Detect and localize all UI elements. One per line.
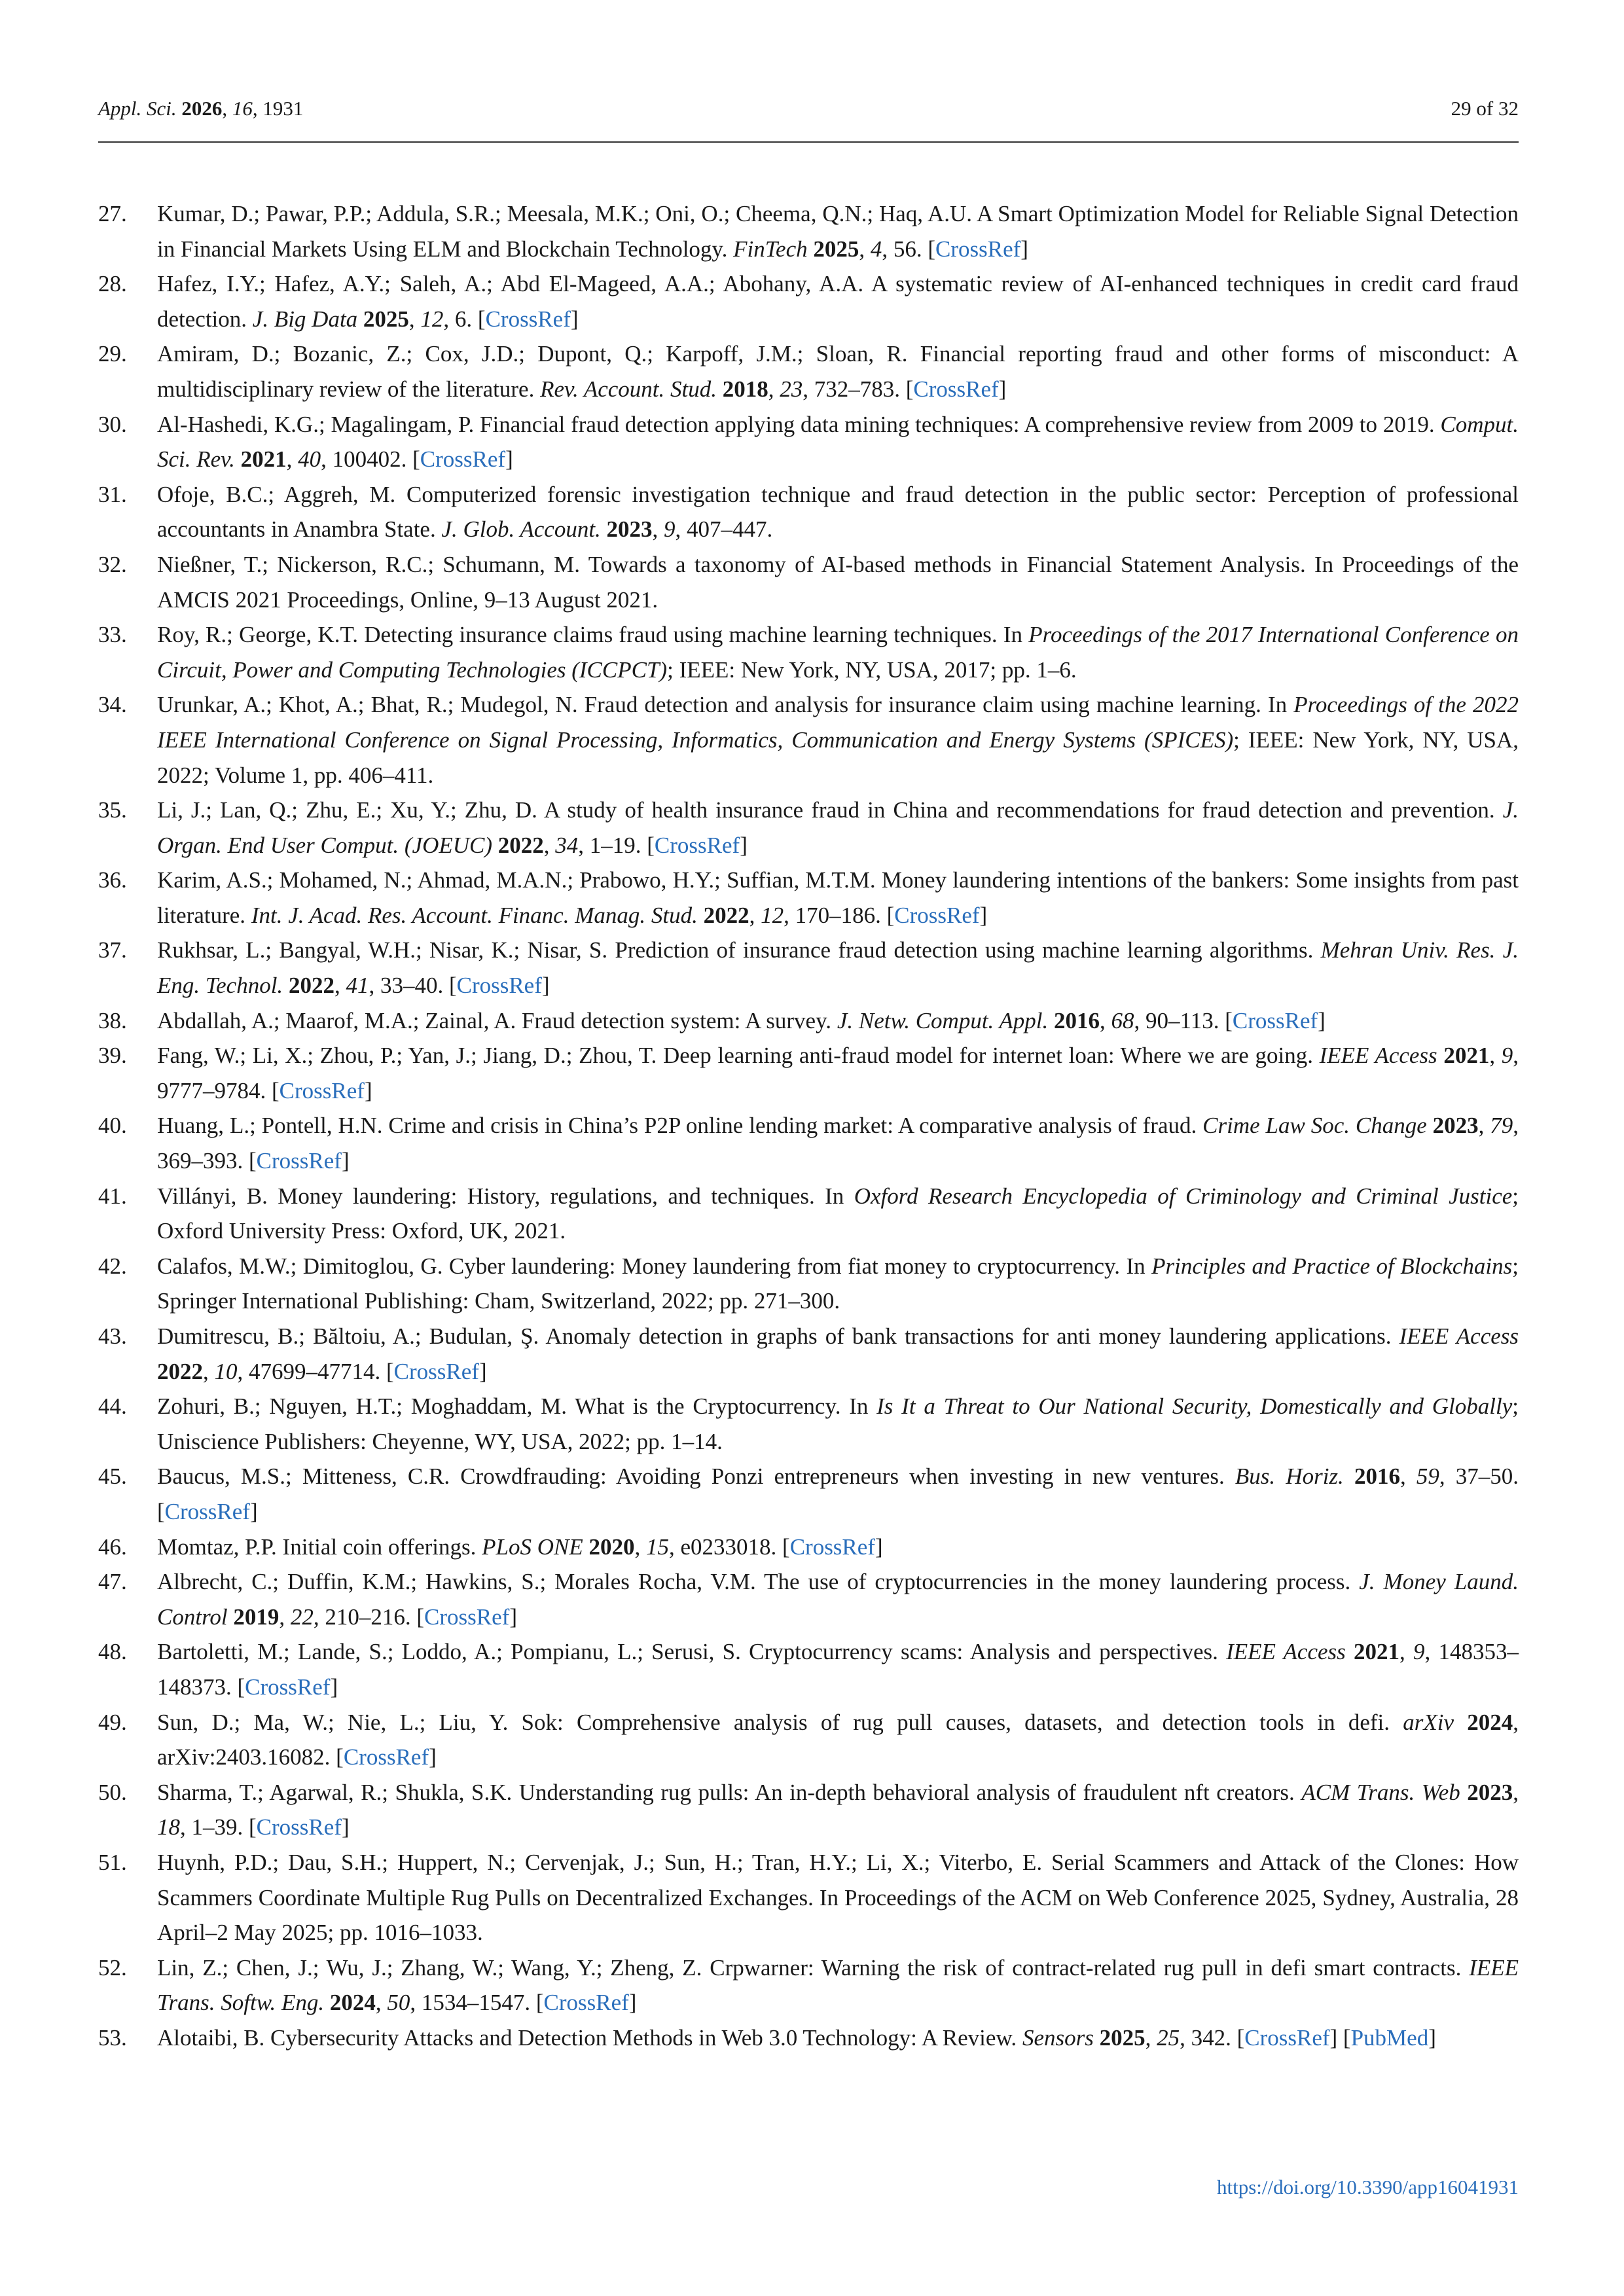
reference-italic: IEEE Access bbox=[1226, 1639, 1346, 1665]
reference-segment: ; IEEE: New York, NY, USA, 2017; pp. 1–6. bbox=[667, 656, 1077, 683]
reference-segment: ] bbox=[429, 1744, 437, 1770]
reference-number: 30. bbox=[98, 411, 127, 437]
reference-segment: , bbox=[634, 1534, 646, 1560]
reference-segment: ] bbox=[1020, 236, 1028, 262]
reference-segment: , e0233018. [ bbox=[668, 1534, 790, 1560]
reference-number: 35. bbox=[98, 797, 127, 823]
reference-text bbox=[157, 407, 1519, 477]
reference-text bbox=[157, 336, 1519, 406]
reference-italic: 41 bbox=[346, 973, 369, 999]
reference-year: 2016 bbox=[1054, 1007, 1100, 1033]
reference-italic: IEEE Access bbox=[1319, 1043, 1437, 1069]
reference-segment: , bbox=[652, 516, 664, 543]
reference-italic: Mehran Univ. Res. J. Eng. Technol. bbox=[157, 937, 1519, 999]
reference-list bbox=[98, 196, 1519, 2055]
reference-segment: Ofoje, B.C.; Aggreh, M. Computerized forensic investigation technique and fraud detection in the public sector: Perception of professional accountants in Anambra State. bbox=[157, 481, 1519, 543]
reference-segment: Fang, W.; Li, X.; Zhou, P.; Yan, J.; Jiang, D.; Zhou, T. Deep learning anti-fraud model for internet loan: Where we are going. bbox=[157, 1043, 1320, 1069]
reference-number: 28. bbox=[98, 271, 127, 297]
reference-number: 27. bbox=[98, 201, 127, 226]
reference-segment bbox=[1460, 1780, 1468, 1805]
reference-segment: Alotaibi, B. Cybersecurity Attacks and Detection Methods in Web 3.0 Technology: A Review. bbox=[157, 2024, 1022, 2051]
crossref-link[interactable]: CrossRef bbox=[164, 1498, 250, 1524]
reference-year: 2022 bbox=[288, 973, 334, 999]
reference-italic: 15 bbox=[645, 1534, 669, 1560]
reference-year: 2023 bbox=[606, 516, 653, 543]
reference-segment: , 9777–9784. [ bbox=[157, 1043, 1519, 1103]
reference-italic: Is It a Threat to Our National Security, Domestically and Globally bbox=[876, 1393, 1513, 1420]
reference-italic: 68 bbox=[1111, 1007, 1134, 1033]
reference-italic: 25 bbox=[1157, 2024, 1180, 2051]
reference-segment: ] bbox=[998, 376, 1007, 402]
reference-segment: , 1–19. [ bbox=[578, 832, 655, 858]
crossref-link[interactable]: CrossRef bbox=[279, 1077, 365, 1103]
reference-italic: 23 bbox=[780, 376, 803, 402]
reference-text bbox=[157, 547, 1519, 617]
reference-segment: Dumitrescu, B.; Băltoiu, A.; Budulan, Ş. Anomaly detection in graphs of bank transactions for anti money laundering applications. bbox=[157, 1323, 1399, 1349]
reference-segment bbox=[492, 833, 498, 858]
reference-text bbox=[157, 863, 1519, 933]
reference-number: 29. bbox=[98, 341, 127, 367]
reference-segment: Kumar, D.; Pawar, P.P.; Addula, S.R.; Meesala, M.K.; Oni, O.; Cheema, Q.N.; Haq, A.U. A Smart Optimization Model for Reliable Signal Detection in Financial Markets Using ELM and Blockchain Technology. bbox=[157, 201, 1519, 262]
crossref-link[interactable]: CrossRef bbox=[894, 902, 980, 928]
page-number: 29 of 32 bbox=[1451, 97, 1519, 120]
reference-segment: ] bbox=[478, 1358, 487, 1384]
reference-italic: J. Glob. Account. bbox=[441, 516, 601, 543]
reference-segment: ] bbox=[570, 306, 579, 332]
reference-segment: , bbox=[543, 832, 556, 858]
reference-text bbox=[157, 1459, 1519, 1529]
reference-text bbox=[157, 1634, 1519, 1704]
reference-segment: Bartoletti, M.; Lande, S.; Loddo, A.; Pompianu, L.; Serusi, S. Cryptocurrency scams: Analysis and perspectives. bbox=[157, 1639, 1227, 1665]
crossref-link[interactable]: CrossRef bbox=[789, 1534, 875, 1560]
reference-year: 2019 bbox=[233, 1604, 280, 1630]
reference-italic: J. Netw. Comput. Appl. bbox=[837, 1007, 1049, 1033]
reference-segment: ] [ bbox=[1329, 2024, 1351, 2051]
reference-segment: , 33–40. [ bbox=[369, 973, 457, 999]
reference-segment: ] bbox=[1318, 1007, 1326, 1033]
reference-segment: , 210–216. [ bbox=[313, 1604, 425, 1630]
reference-segment: , 148353–148373. [ bbox=[157, 1639, 1519, 1700]
reference-segment: ; Oxford University Press: Oxford, UK, 2021. bbox=[157, 1183, 1519, 1244]
crossref-link[interactable]: CrossRef bbox=[420, 446, 506, 473]
reference-segment: Al-Hashedi, K.G.; Magalingam, P. Financial fraud detection applying data mining techniques: A comprehensive review from 2009 to 2019. bbox=[157, 411, 1441, 437]
reference-segment: Karim, A.S.; Mohamed, N.; Ahmad, M.A.N.; Prabowo, H.Y.; Suffian, M.T.M. Money laundering intentions of the bankers: Some insights from past literature. bbox=[157, 867, 1519, 928]
reference-segment: , 56. [ bbox=[882, 236, 936, 262]
reference-segment: Huang, L.; Pontell, H.N. Crime and crisis in China’s P2P online lending market: A comparative analysis of fraud. bbox=[157, 1113, 1203, 1139]
reference-segment: ] bbox=[875, 1534, 883, 1560]
reference-text bbox=[157, 793, 1519, 863]
reference-italic: FinTech bbox=[733, 236, 808, 262]
reference-text bbox=[157, 196, 1519, 266]
reference-segment: ] bbox=[509, 1604, 517, 1630]
reference-italic: Proceedings of the 2017 International Conference on Circuit, Power and Computing Technologies (ICCPCT) bbox=[157, 622, 1519, 683]
journal-name: Appl. Sci. bbox=[98, 97, 177, 120]
reference-segment: ; IEEE: New York, NY, USA, 2022; Volume 1, pp. 406–411. bbox=[157, 726, 1519, 788]
reference-text bbox=[157, 2020, 1519, 2056]
reference-item bbox=[98, 1389, 1519, 1459]
reference-text bbox=[157, 1319, 1519, 1389]
reference-text bbox=[157, 1003, 1519, 1039]
reference-item bbox=[98, 1179, 1519, 1249]
reference-item bbox=[98, 863, 1519, 933]
reference-segment: Huynh, P.D.; Dau, S.H.; Huppert, N.; Cervenjak, J.; Sun, H.; Tran, H.Y.; Li, X.; Viterbo, E. Serial Scammers and Attack of the Clones: How Scammers Coordinate Multiple Rug Pulls on Decentralized Exchanges. In Proceedings of the ACM on Web Conference 2025, Sydney, Australia, 28 April–2 May 2025; pp. 1016–1033. bbox=[157, 1849, 1519, 1946]
reference-segment: , bbox=[203, 1358, 215, 1384]
reference-segment bbox=[698, 903, 704, 928]
reference-segment: Rukhsar, L.; Bangyal, W.H.; Nisar, K.; Nisar, S. Prediction of insurance fraud detection using machine learning algorithms. bbox=[157, 937, 1321, 963]
reference-italic: 34 bbox=[555, 832, 579, 858]
reference-italic: 40 bbox=[298, 446, 321, 473]
reference-number: 52. bbox=[98, 1954, 127, 1981]
reference-italic: J. Big Data bbox=[252, 306, 358, 332]
reference-segment: Momtaz, P.P. Initial coin offerings. bbox=[157, 1534, 482, 1560]
reference-segment: , 407–447. bbox=[675, 516, 773, 543]
reference-year: 2016 bbox=[1354, 1463, 1400, 1490]
reference-segment bbox=[1437, 1043, 1444, 1068]
crossref-link[interactable]: CrossRef bbox=[543, 1990, 629, 2016]
reference-segment: , bbox=[279, 1604, 291, 1630]
reference-number: 32. bbox=[98, 551, 127, 577]
article-number: 1931 bbox=[262, 97, 304, 120]
reference-italic: 10 bbox=[214, 1358, 238, 1384]
reference-italic: Sensors bbox=[1022, 2024, 1094, 2051]
reference-segment: Baucus, M.S.; Mitteness, C.R. Crowdfrauding: Avoiding Ponzi entrepreneurs when investing in new ventures. bbox=[157, 1463, 1235, 1490]
reference-year: 2024 bbox=[1467, 1709, 1513, 1735]
reference-text bbox=[157, 1038, 1519, 1108]
reference-item bbox=[98, 1038, 1519, 1108]
reference-year: 2021 bbox=[240, 446, 287, 473]
reference-segment bbox=[357, 306, 363, 332]
reference-segment: ] bbox=[740, 832, 748, 858]
reference-item bbox=[98, 687, 1519, 793]
reference-item bbox=[98, 1634, 1519, 1704]
reference-segment: , 37–50. [ bbox=[157, 1463, 1519, 1524]
reference-segment bbox=[324, 1990, 330, 2015]
doi-link[interactable]: https://doi.org/10.3390/app16041931 bbox=[1217, 2176, 1519, 2198]
reference-text bbox=[157, 1249, 1519, 1319]
reference-year: 2021 bbox=[1354, 1639, 1400, 1665]
reference-segment: , bbox=[859, 236, 871, 262]
crossref-link[interactable]: CrossRef bbox=[935, 236, 1021, 262]
reference-item bbox=[98, 1705, 1519, 1775]
reference-italic: J. Organ. End User Comput. (JOEUC) bbox=[157, 797, 1519, 858]
reference-italic: 50 bbox=[387, 1990, 410, 2016]
reference-item bbox=[98, 1775, 1519, 1845]
reference-segment: ] bbox=[541, 973, 550, 999]
reference-segment: Amiram, D.; Bozanic, Z.; Cox, J.D.; Dupont, Q.; Karpoff, J.M.; Sloan, R. Financial reporting fraud and other forms of misconduct: A multidisciplinary review of the literature. bbox=[157, 341, 1519, 402]
reference-italic: 18 bbox=[157, 1814, 180, 1840]
reference-segment: ; Springer International Publishing: Cham, Switzerland, 2022; pp. 271–300. bbox=[157, 1253, 1519, 1314]
reference-text bbox=[157, 1108, 1519, 1178]
reference-segment: , bbox=[1478, 1113, 1490, 1139]
reference-italic: Comput. Sci. Rev. bbox=[157, 411, 1519, 473]
reference-item bbox=[98, 1845, 1519, 1950]
crossref-link[interactable]: CrossRef bbox=[245, 1674, 331, 1700]
reference-year: 2025 bbox=[1099, 2024, 1146, 2051]
crossref-link[interactable]: CrossRef bbox=[1232, 1007, 1318, 1033]
reference-item bbox=[98, 1564, 1519, 1634]
crossref-link[interactable]: CrossRef bbox=[913, 376, 999, 402]
reference-item bbox=[98, 1950, 1519, 2020]
reference-italic: 79 bbox=[1490, 1113, 1513, 1139]
reference-number: 53. bbox=[98, 2024, 127, 2051]
reference-number: 34. bbox=[98, 692, 127, 718]
reference-year: 2025 bbox=[363, 306, 409, 332]
reference-segment: Lin, Z.; Chen, J.; Wu, J.; Zhang, W.; Wang, Y.; Zheng, Z. Crpwarner: Warning the risk of contract-related rug pull in defi smart contracts. bbox=[157, 1954, 1470, 1981]
reference-text bbox=[157, 1705, 1519, 1775]
reference-segment: Sun, D.; Ma, W.; Nie, L.; Liu, Y. Sok: Comprehensive analysis of rug pull causes, datasets, and detection tools in defi. bbox=[157, 1709, 1403, 1735]
reference-italic: Oxford Research Encyclopedia of Criminology and Criminal Justice bbox=[854, 1183, 1513, 1209]
reference-italic: IEEE Access bbox=[1399, 1323, 1519, 1349]
reference-segment: , 369–393. [ bbox=[157, 1113, 1519, 1174]
crossref-link[interactable]: CrossRef bbox=[343, 1744, 429, 1770]
reference-segment: Zohuri, B.; Nguyen, H.T.; Moghaddam, M. What is the Cryptocurrency. In bbox=[157, 1393, 877, 1420]
reference-italic: 4 bbox=[870, 236, 882, 262]
reference-number: 41. bbox=[98, 1183, 127, 1209]
reference-italic: Proceedings of the 2022 IEEE International Conference on Signal Processing, Informatics, Communication and Energy Systems (SPICES) bbox=[157, 692, 1519, 753]
reference-segment bbox=[283, 973, 289, 998]
reference-year: 2023 bbox=[1432, 1113, 1479, 1139]
crossref-link[interactable]: CrossRef bbox=[456, 973, 542, 999]
reference-item bbox=[98, 1459, 1519, 1529]
reference-item bbox=[98, 1003, 1519, 1039]
reference-italic: 59 bbox=[1416, 1463, 1439, 1490]
reference-segment: Albrecht, C.; Duffin, K.M.; Hawkins, S.; Morales Rocha, V.M. The use of cryptocurrencies in the money laundering process. bbox=[157, 1569, 1360, 1595]
reference-item bbox=[98, 1249, 1519, 1319]
reference-segment bbox=[1048, 1008, 1054, 1033]
reference-segment: Calafos, M.W.; Dimitoglou, G. Cyber laundering: Money laundering from fiat money to cryptocurrency. In bbox=[157, 1253, 1152, 1279]
reference-item bbox=[98, 477, 1519, 547]
reference-item bbox=[98, 547, 1519, 617]
reference-italic: J. Money Laund. Control bbox=[157, 1569, 1519, 1630]
reference-segment: , bbox=[1100, 1007, 1111, 1033]
reference-segment: ] bbox=[341, 1148, 350, 1174]
reference-number: 38. bbox=[98, 1007, 127, 1033]
reference-number: 44. bbox=[98, 1393, 127, 1420]
reference-number: 49. bbox=[98, 1709, 127, 1735]
reference-italic: 9 bbox=[1501, 1043, 1513, 1069]
reference-segment: ] bbox=[979, 902, 988, 928]
reference-text bbox=[157, 1530, 1519, 1565]
reference-segment: Abdallah, A.; Maarof, M.A.; Zainal, A. Fraud detection system: A survey. bbox=[157, 1007, 837, 1033]
reference-number: 46. bbox=[98, 1534, 127, 1560]
reference-italic: Crime Law Soc. Change bbox=[1202, 1113, 1427, 1139]
reference-segment: ] bbox=[628, 1990, 637, 2016]
crossref-link[interactable]: CrossRef bbox=[256, 1148, 342, 1174]
crossref-link[interactable]: CrossRef bbox=[424, 1604, 510, 1630]
reference-segment: , 1534–1547. [ bbox=[410, 1990, 544, 2016]
reference-segment: , bbox=[749, 902, 761, 928]
reference-italic: 9 bbox=[1413, 1639, 1425, 1665]
reference-segment: Li, J.; Lan, Q.; Zhu, E.; Xu, Y.; Zhu, D. A study of health insurance fraud in China and recommendations for fraud detection and prevention. bbox=[157, 797, 1503, 823]
crossref-link[interactable]: CrossRef bbox=[485, 306, 571, 332]
reference-year: 2022 bbox=[497, 832, 544, 858]
reference-italic: PLoS ONE bbox=[482, 1534, 583, 1560]
reference-segment: Hafez, I.Y.; Hafez, A.Y.; Saleh, A.; Abd El-Mageed, A.A.; Abohany, A.A. A systematic review of AI-enhanced techniques in credit card fraud detection. bbox=[157, 271, 1519, 332]
reference-segment: , bbox=[1145, 2024, 1157, 2051]
reference-segment bbox=[601, 516, 607, 542]
reference-text bbox=[157, 1179, 1519, 1249]
reference-year: 2022 bbox=[157, 1358, 203, 1384]
reference-text bbox=[157, 1775, 1519, 1845]
reference-text bbox=[157, 477, 1519, 547]
reference-segment: , bbox=[1513, 1779, 1519, 1805]
reference-item bbox=[98, 266, 1519, 336]
reference-segment: , bbox=[768, 376, 780, 402]
reference-italic: arXiv bbox=[1403, 1709, 1454, 1735]
reference-item bbox=[98, 196, 1519, 266]
reference-segment: , 47699–47714. [ bbox=[237, 1358, 394, 1384]
reference-italic: Int. J. Acad. Res. Account. Financ. Manag. Stud. bbox=[251, 902, 698, 928]
reference-text bbox=[157, 266, 1519, 336]
pubmed-link[interactable]: PubMed bbox=[1350, 2024, 1429, 2051]
reference-segment: Urunkar, A.; Khot, A.; Bhat, R.; Mudegol, N. Fraud detection and analysis for insurance claim using machine learning. In bbox=[157, 692, 1294, 718]
reference-item bbox=[98, 617, 1519, 687]
reference-segment: , 90–113. [ bbox=[1134, 1007, 1233, 1033]
reference-segment: ; Uniscience Publishers: Cheyenne, WY, USA, 2022; pp. 1–14. bbox=[157, 1393, 1519, 1454]
reference-item bbox=[98, 793, 1519, 863]
reference-text bbox=[157, 1845, 1519, 1950]
reference-item bbox=[98, 1108, 1519, 1178]
reference-number: 39. bbox=[98, 1043, 127, 1069]
reference-segment: Villányi, B. Money laundering: History, regulations, and techniques. In bbox=[157, 1183, 854, 1209]
reference-segment: ] bbox=[330, 1674, 338, 1700]
reference-segment: ] bbox=[364, 1077, 372, 1103]
reference-segment: , bbox=[286, 446, 298, 473]
reference-segment: ] bbox=[249, 1498, 258, 1524]
reference-segment: , 342. [ bbox=[1180, 2024, 1245, 2051]
reference-segment bbox=[1454, 1710, 1467, 1735]
reference-segment: Nießner, T.; Nickerson, R.C.; Schumann, M. Towards a taxonomy of AI-based methods in Financial Statement Analysis. In Proceedings of the AMCIS 2021 Proceedings, Online, 9–13 August 2021. bbox=[157, 551, 1519, 613]
reference-item bbox=[98, 1319, 1519, 1389]
reference-item bbox=[98, 407, 1519, 477]
reference-number: 50. bbox=[98, 1779, 127, 1805]
reference-year: 2025 bbox=[813, 236, 859, 262]
crossref-link[interactable]: CrossRef bbox=[654, 832, 740, 858]
reference-number: 33. bbox=[98, 622, 127, 648]
reference-number: 43. bbox=[98, 1323, 127, 1349]
reference-segment bbox=[235, 446, 241, 472]
reference-year: 2018 bbox=[722, 376, 768, 402]
reference-number: 37. bbox=[98, 937, 127, 963]
reference-segment bbox=[1344, 1463, 1354, 1489]
reference-item bbox=[98, 336, 1519, 406]
reference-italic: 22 bbox=[290, 1604, 314, 1630]
journal-citation: Appl. Sci. 2026, 16, 1931 bbox=[98, 97, 304, 120]
reference-number: 40. bbox=[98, 1113, 127, 1139]
reference-segment: , bbox=[334, 973, 346, 999]
reference-segment bbox=[1346, 1639, 1354, 1664]
reference-segment: , bbox=[408, 306, 421, 332]
reference-segment: , bbox=[1399, 1463, 1416, 1490]
reference-italic: 12 bbox=[420, 306, 444, 332]
crossref-link[interactable]: CrossRef bbox=[1244, 2024, 1330, 2051]
reference-year: 2020 bbox=[588, 1534, 635, 1560]
reference-text bbox=[157, 933, 1519, 1003]
reference-text bbox=[157, 1564, 1519, 1634]
reference-segment: , bbox=[1489, 1043, 1502, 1069]
reference-segment: Roy, R.; George, K.T. Detecting insurance claims fraud using machine learning techniques. In bbox=[157, 622, 1029, 648]
reference-item bbox=[98, 2020, 1519, 2056]
reference-italic: IEEE Trans. Softw. Eng. bbox=[157, 1954, 1519, 2016]
reference-italic: 12 bbox=[761, 902, 784, 928]
reference-italic: Bus. Horiz. bbox=[1235, 1463, 1344, 1490]
journal-volume: 16 bbox=[232, 97, 253, 120]
reference-italic: Rev. Account. Stud. bbox=[540, 376, 717, 402]
reference-segment: , bbox=[1399, 1639, 1414, 1665]
reference-segment bbox=[1094, 2025, 1100, 2051]
reference-segment: , 100402. [ bbox=[321, 446, 420, 473]
reference-segment: , 170–186. [ bbox=[784, 902, 895, 928]
reference-segment: , arXiv:2403.16082. [ bbox=[157, 1709, 1519, 1770]
reference-text bbox=[157, 1950, 1519, 2020]
reference-segment: ] bbox=[341, 1814, 350, 1840]
reference-item bbox=[98, 933, 1519, 1003]
reference-segment: , 732–783. [ bbox=[803, 376, 914, 402]
reference-italic: 9 bbox=[664, 516, 676, 543]
reference-number: 31. bbox=[98, 481, 127, 507]
reference-segment: , 6. [ bbox=[443, 306, 486, 332]
reference-segment: Sharma, T.; Agarwal, R.; Shukla, S.K. Understanding rug pulls: An in-depth behavioral analysis of fraudulent nft creators. bbox=[157, 1779, 1302, 1805]
reference-year: 2023 bbox=[1467, 1779, 1513, 1805]
reference-number: 47. bbox=[98, 1569, 127, 1595]
page-header bbox=[98, 90, 1519, 143]
reference-segment bbox=[1427, 1113, 1433, 1138]
reference-item bbox=[98, 1530, 1519, 1565]
reference-segment: ] bbox=[1428, 2024, 1436, 2051]
reference-year: 2021 bbox=[1443, 1043, 1490, 1069]
crossref-link[interactable]: CrossRef bbox=[256, 1814, 342, 1840]
reference-italic: ACM Trans. Web bbox=[1301, 1779, 1460, 1805]
crossref-link[interactable]: CrossRef bbox=[393, 1358, 479, 1384]
reference-italic: Principles and Practice of Blockchains bbox=[1151, 1253, 1513, 1279]
reference-segment: ] bbox=[505, 446, 513, 473]
reference-number: 42. bbox=[98, 1253, 127, 1279]
journal-year: 2026 bbox=[181, 97, 223, 120]
reference-segment: , bbox=[375, 1990, 388, 2016]
reference-number: 36. bbox=[98, 867, 127, 893]
reference-text bbox=[157, 687, 1519, 793]
reference-number: 45. bbox=[98, 1463, 127, 1490]
reference-number: 48. bbox=[98, 1639, 127, 1665]
reference-segment bbox=[717, 376, 723, 402]
reference-year: 2022 bbox=[703, 902, 749, 928]
reference-segment: , 1–39. [ bbox=[180, 1814, 257, 1840]
reference-year: 2024 bbox=[329, 1990, 376, 2016]
reference-number: 51. bbox=[98, 1849, 127, 1875]
reference-text bbox=[157, 1389, 1519, 1459]
reference-text bbox=[157, 617, 1519, 687]
